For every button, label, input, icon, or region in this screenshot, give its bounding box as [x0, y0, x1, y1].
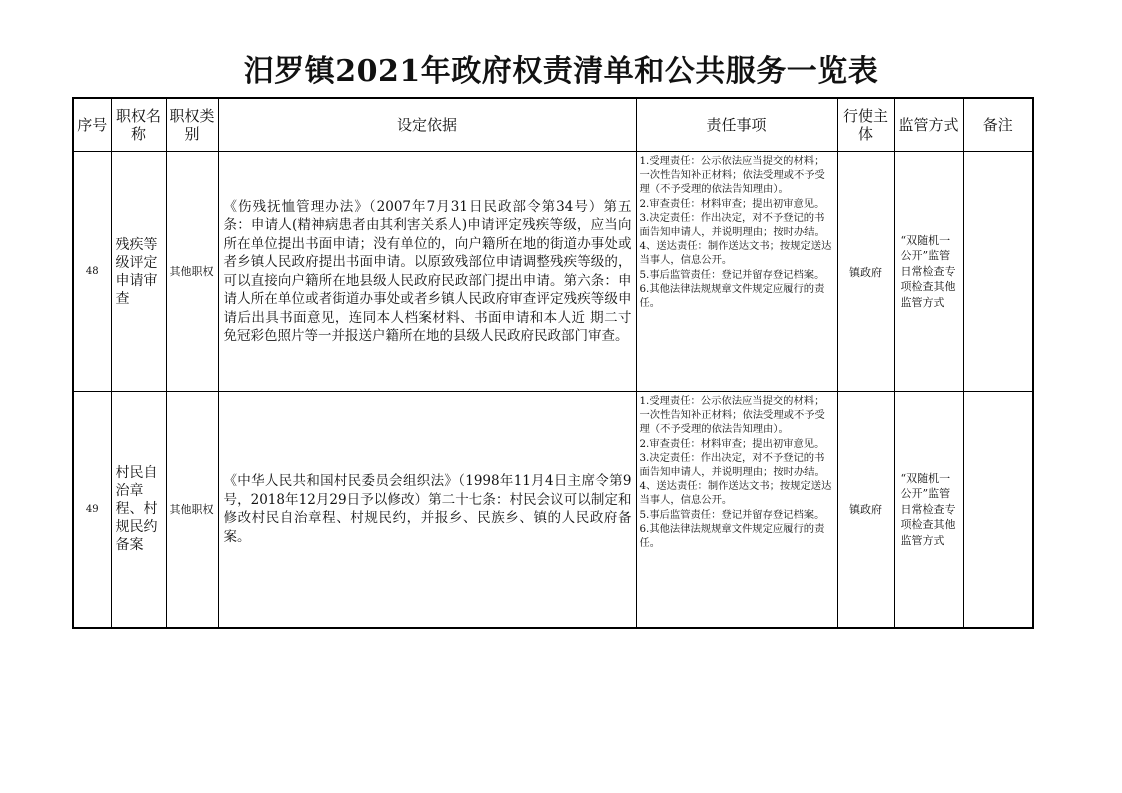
cell-type: 其他职权 — [166, 392, 218, 628]
cell-note — [963, 392, 1033, 628]
responsibility-item: 5.事后监管责任：登记并留存登记档案。 — [639, 508, 825, 521]
responsibility-item: 5.事后监管责任：登记并留存登记档案。 — [639, 268, 825, 281]
header-row — [73, 98, 1033, 152]
cell-subject: 镇政府 — [837, 392, 894, 628]
cell-note — [963, 152, 1033, 392]
table-row — [73, 152, 1033, 392]
cell-supervision: “双随机一公开”监管日常检查专项检查其他监管方式 — [894, 152, 963, 392]
responsibility-item: 3.决定责任：作出决定，对不予登记的书面告知申请人，并说明理由；按时办结。 — [639, 211, 825, 239]
cell-basis: 《中华人民共和国村民委员会组织法》（1998年11月4日主席令第9号，2018年12月29日予以修改）第二十七条：村民会议可以制定和修改村民自治章程、村规民约，并报乡、民族乡、镇的人民政府备案。 — [218, 392, 636, 628]
cell-subject: 镇政府 — [837, 152, 894, 392]
cell-name: 村民自治章程、村规民约备案 — [111, 392, 166, 628]
page-title: 汨罗镇2021年政府权责清单和公共服务一览表 — [243, 54, 879, 89]
header-type: 职权类别 — [166, 98, 218, 152]
responsibility-item: 4、送达责任：制作送达文书；按规定送达当事人，信息公开。 — [639, 480, 832, 507]
responsibility-item: 1.受理责任：公示依法应当提交的材料；一次性告知补正材料；依法受理或不予受理（不予受理的依法告知理由）。 — [639, 395, 825, 436]
table-row — [73, 392, 1033, 628]
responsibility-item: 2.审查责任：材料审查；提出初审意见。 — [639, 197, 825, 210]
cell-name: 残疾等级评定申请审查 — [111, 152, 166, 392]
responsibility-item: 6.其他法律法规规章文件规定应履行的责任。 — [639, 522, 825, 550]
header-responsibility: 责任事项 — [636, 98, 837, 152]
cell-type: 其他职权 — [166, 152, 218, 392]
cell-basis: 《伤残抚恤管理办法》（2007年7月31日民政部令第34号）第五条：申请人(精神病患者由其利害关系人)申请评定残疾等级，应当向所在单位提出书面申请；没有单位的，向户籍所在地的街道办事处或者乡镇人民政府提出书面申请。以原致残部位申请调整残疾等级的，可以直接向户籍所在地县级人民政府民政部门提出申请。第六条：申请人所在单位或者街道办事处或者乡镇人民政府审查评定残疾等级申请后出具书面意见，连同本人档案材料、书面申请和本人近 期二寸免冠彩色照片等一并报送户籍所在地的县级人民政府民政部门审查。 — [218, 152, 636, 392]
header-subject: 行使主体 — [837, 98, 894, 152]
header-name: 职权名称 — [111, 98, 166, 152]
responsibility-item: 3.决定责任：作出决定，对不予登记的书面告知申请人，并说明理由；按时办结。 — [639, 451, 825, 479]
responsibility-item: 6.其他法律法规规章文件规定应履行的责任。 — [639, 282, 825, 310]
responsibility-item: 1.受理责任：公示依法应当提交的材料；一次性告知补正材料；依法受理或不予受理（不予受理的依法告知理由）。 — [639, 155, 825, 196]
header-supervision: 监管方式 — [894, 98, 963, 152]
cell-responsibility — [636, 152, 837, 392]
responsibility-item: 4、送达责任：制作送达文书；按规定送达当事人，信息公开。 — [639, 240, 832, 267]
responsibility-item: 2.审查责任：材料审查；提出初审意见。 — [639, 437, 825, 450]
header-seq: 序号 — [73, 98, 111, 152]
header-basis: 设定依据 — [218, 98, 636, 152]
cell-supervision: “双随机一公开”监管日常检查专项检查其他监管方式 — [894, 392, 963, 628]
header-note: 备注 — [963, 98, 1033, 152]
cell-responsibility — [636, 392, 837, 628]
cell-seq: 48 — [73, 152, 111, 392]
responsibility-table — [72, 97, 1034, 629]
cell-seq: 49 — [73, 392, 111, 628]
